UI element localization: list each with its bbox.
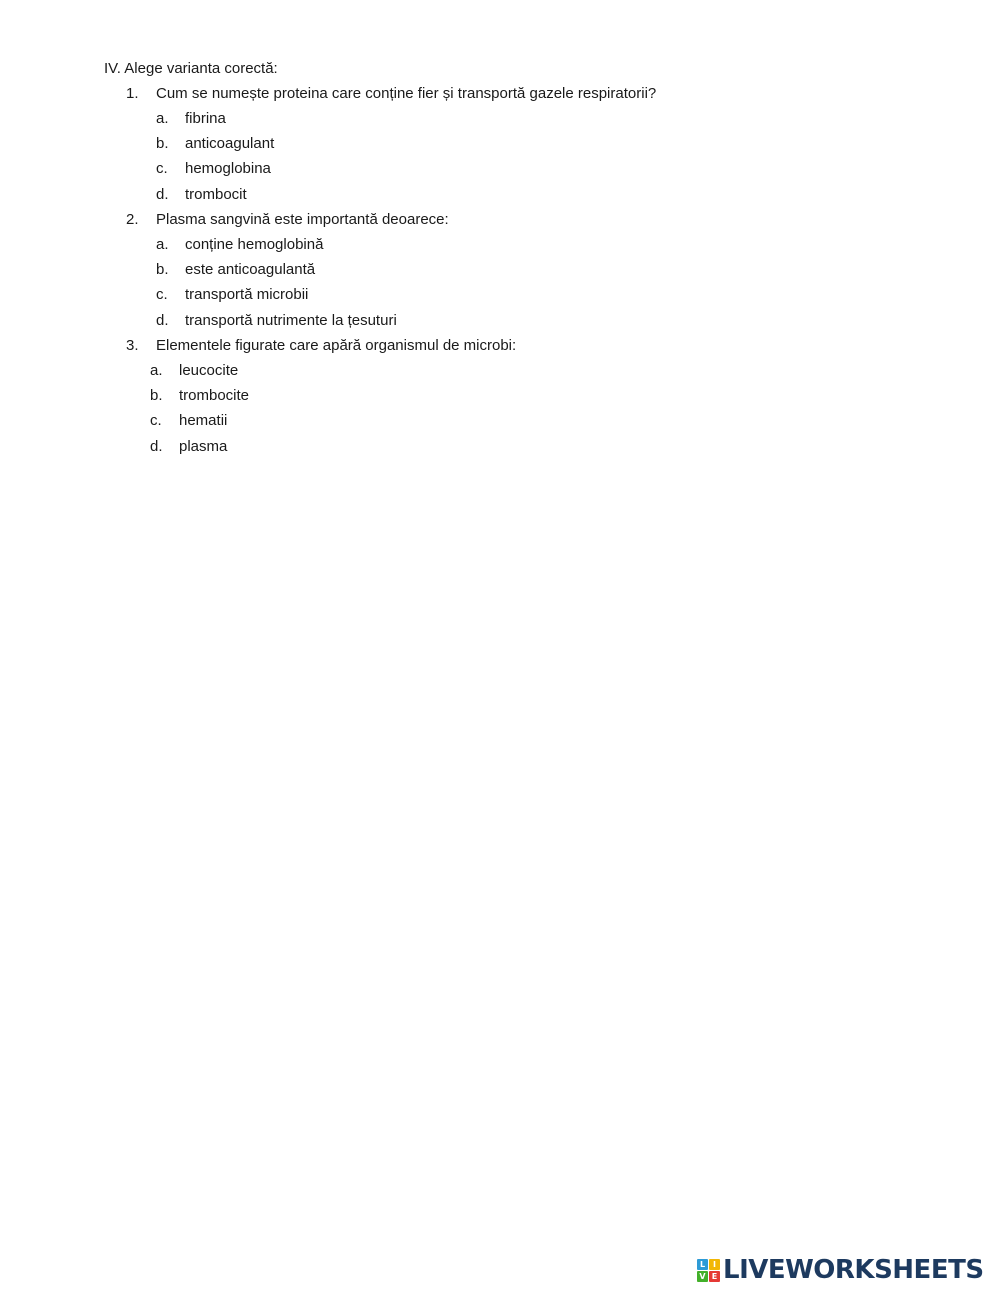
question-number: 3. — [126, 337, 139, 354]
option-letter: b. — [156, 261, 169, 278]
option-text: conține hemoglobină — [185, 236, 324, 253]
option-text: hemoglobina — [185, 160, 271, 177]
option-letter: b. — [156, 135, 169, 152]
option-text: fibrina — [185, 110, 226, 127]
section-title: IV. Alege varianta corectă: — [104, 60, 278, 77]
option-letter: c. — [156, 160, 168, 177]
live-blocks-icon — [697, 1259, 720, 1282]
option-text: hematii — [179, 412, 228, 429]
option-text: trombocit — [185, 186, 247, 203]
liveworksheets-logo — [697, 1255, 984, 1285]
option-letter: d. — [156, 312, 169, 329]
option-letter: a. — [150, 362, 163, 379]
option-text: transportă nutrimente la țesuturi — [185, 312, 397, 329]
question-text: Elementele figurate care apără organismul de microbi: — [156, 337, 517, 354]
option-letter: a. — [156, 110, 169, 127]
icon-block-e: E — [709, 1271, 720, 1282]
icon-block-v: V — [697, 1271, 708, 1282]
option-letter: d. — [150, 438, 163, 455]
option-text: transportă microbii — [185, 286, 309, 303]
option-letter: c. — [150, 412, 162, 429]
question-number: 2. — [126, 211, 139, 228]
option-letter: d. — [156, 186, 169, 203]
icon-block-i: I — [709, 1259, 720, 1270]
brand-name: LIVEWORKSHEETS — [723, 1255, 984, 1285]
option-letter: b. — [150, 387, 163, 404]
option-text: anticoagulant — [185, 135, 275, 152]
option-letter: c. — [156, 286, 168, 303]
icon-block-l: L — [697, 1259, 708, 1270]
option-text: este anticoagulantă — [185, 261, 316, 278]
option-text: leucocite — [179, 362, 239, 379]
option-letter: a. — [156, 236, 169, 253]
option-text: trombocite — [179, 387, 250, 404]
question-number: 1. — [126, 85, 139, 102]
question-text: Plasma sangvină este importantă deoarece: — [156, 211, 449, 228]
question-text: Cum se numește proteina care conține fier și transportă gazele respiratorii? — [156, 85, 657, 102]
option-text: plasma — [179, 438, 228, 455]
